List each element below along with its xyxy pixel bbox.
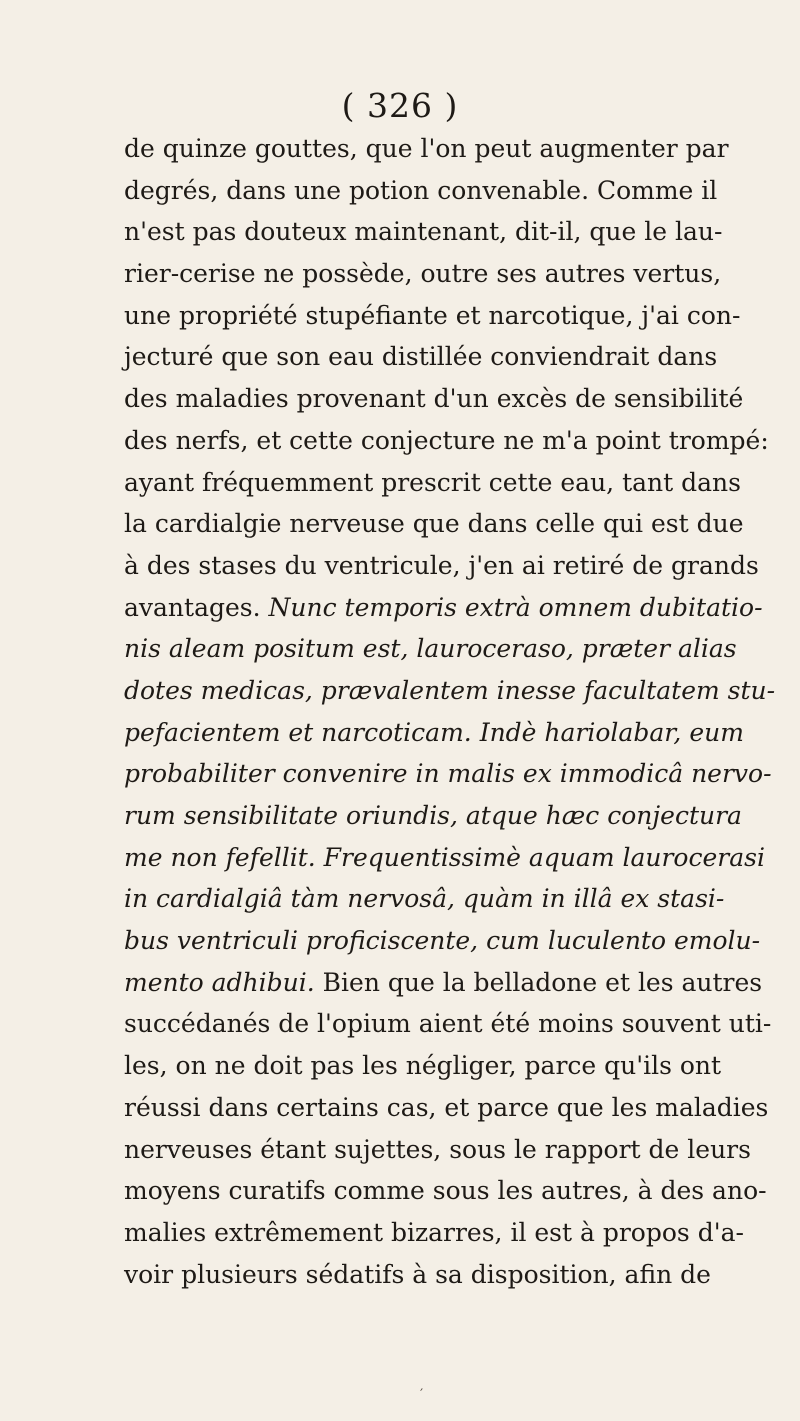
latin-line: pefacientem et narcoticam. Indè hariolabar, eum xyxy=(124,717,744,747)
text-line: des nerfs, et cette conjecture ne m'a point trompé: xyxy=(124,425,769,455)
text-line: nerveuses étant sujettes, sous le rapport de leurs xyxy=(124,1134,751,1164)
roman-segment: Bien que la belladone et les autres xyxy=(322,967,763,997)
ink-speck: ′ xyxy=(420,1387,424,1403)
latin-line: bus ventriculi proficiscente, cum luculento emolu- xyxy=(124,926,761,956)
text-line: la cardialgie nerveuse que dans celle qui est due xyxy=(124,509,744,539)
text-line: malies extrêmement bizarres, il est à propos d'a- xyxy=(124,1217,744,1247)
latin-line: rum sensibilitate oriundis, atque hæc conjectura xyxy=(124,801,742,830)
latin-line: probabiliter convenire in malis ex immodicâ nervo- xyxy=(124,759,772,789)
text-line: degrés, dans une potion convenable. Comme il xyxy=(124,175,718,205)
text-line: voir plusieurs sédatifs à sa disposition, afin de xyxy=(124,1259,711,1289)
text-line: une propriété stupéfiante et narcotique, j'ai con- xyxy=(124,300,741,330)
text-line: réussi dans certains cas, et parce que les maladies xyxy=(124,1092,769,1122)
text-line: jecturé que son eau distillée conviendrait dans xyxy=(124,342,718,372)
text-line: ayant fréquemment prescrit cette eau, tant dans xyxy=(124,467,741,497)
text-line: des maladies provenant d'un excès de sensibilité xyxy=(124,384,744,414)
text-line: moyens curatifs comme sous les autres, à des ano- xyxy=(124,1176,767,1206)
latin-line: nis aleam positum est, lauroceraso, præter alias xyxy=(124,634,737,664)
text-line: de quinze gouttes, que l'on peut augmenter par xyxy=(124,134,729,163)
latin-segment: mento adhibui. xyxy=(124,967,315,997)
text-line-mixed xyxy=(124,587,763,629)
roman-segment: avantages. xyxy=(124,592,261,622)
body-text xyxy=(124,128,776,1295)
text-line-mixed xyxy=(124,962,763,1004)
latin-line: me non fefellit. Frequentissimè aquam laurocerasi xyxy=(124,842,765,872)
text-line: rier-cerise ne possède, outre ses autres vertus, xyxy=(124,259,722,289)
text-line: succédanés de l'opium aient été moins souvent uti- xyxy=(124,1009,772,1039)
latin-line: in cardialgiâ tàm nervosâ, quàm in illâ ex stasi- xyxy=(124,884,725,914)
text-line: n'est pas douteux maintenant, dit-il, que le lau- xyxy=(124,217,723,247)
text-line: à des stases du ventricule, j'en ai retiré de grands xyxy=(124,550,759,580)
latin-line: dotes medicas, prævalentem inesse facultatem stu- xyxy=(124,675,776,705)
text-line: les, on ne doit pas les négliger, parce qu'ils ont xyxy=(124,1051,722,1081)
page-number: ( 326 ) xyxy=(341,86,459,125)
latin-segment: Nunc temporis extrà omnem dubitatio- xyxy=(268,592,763,622)
